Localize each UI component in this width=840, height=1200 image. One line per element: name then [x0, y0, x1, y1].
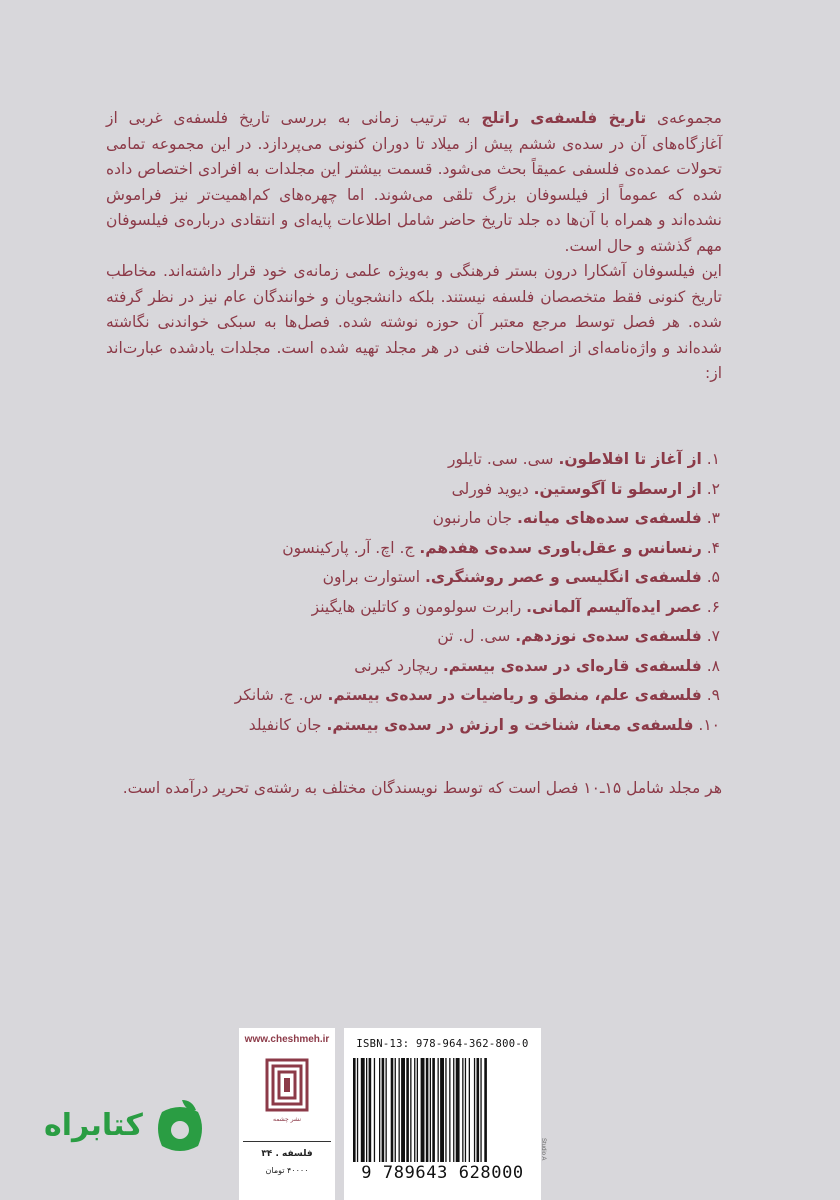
volume-author: سی. ل. تن	[437, 627, 516, 645]
volume-item	[106, 475, 720, 505]
volume-number: ۳.	[701, 509, 720, 527]
divider	[243, 1141, 331, 1142]
intro-paragraph-1: مجموعه‌ی تاریخ فلسفه‌ی راتلج به ترتیب زمانی به بررسی تاریخ فلسفه‌ی غربی از آغازگاه‌های آن در سده‌ی ششم پیش از میلاد تا دوران کنونی می‌پردازد. در این مجموعه تمامی تحولات عمده‌ی فلسفی عمیقاً بحث می‌شود. قسمت بیشتر این مجلدات به افرادی اختصاص داده شده که عموماً از فیلسوفان بزرگ تلقی می‌شوند. اما چهره‌های کم‌اهمیت‌تر نیز فراموش نشده‌اند و همراه با آن‌ها ده جلد تاریخ حاضر شامل اطلاعات پایه‌ای و انتقادی درباره‌ی فیلسوفان مهم گذشته و حال است.	[106, 109, 722, 255]
volume-item	[106, 563, 720, 593]
series-number: فلسفه . ۳۴	[261, 1149, 313, 1159]
volume-author: س. ج. شانکر	[234, 686, 328, 704]
publisher-logo-icon	[263, 1056, 311, 1114]
volume-item	[106, 445, 720, 475]
volume-title: فلسفه‌ی سده‌ی نوزدهم.	[515, 627, 702, 645]
volume-number: ۲.	[701, 479, 720, 498]
volume-number: ۱.	[701, 450, 720, 468]
publisher-box	[239, 1028, 335, 1200]
volume-item	[106, 593, 720, 623]
volume-item	[106, 681, 720, 711]
volume-author: ج. اچ. آر. پارکینسون	[282, 538, 420, 557]
volume-number: ۸.	[701, 656, 720, 675]
brand-logo-icon	[152, 1098, 208, 1158]
isbn-label: ISBN-13: 978-964-362-800-0	[356, 1038, 529, 1050]
series-title: تاریخ فلسفه‌ی راتلج	[481, 109, 647, 127]
isbn-digits: 9 789643 628000	[361, 1163, 524, 1183]
volume-item	[106, 622, 720, 652]
intro-text	[106, 106, 722, 387]
volume-author: جان مارنبون	[432, 509, 518, 527]
volume-author: رابرت سولومون و کاتلین هایگینز	[311, 597, 527, 616]
barcode-icon	[353, 1058, 532, 1162]
publisher-url: www.cheshmeh.ir	[244, 1034, 330, 1045]
publisher-logo-text: نشر چشمه	[273, 1116, 301, 1123]
volume-item	[106, 711, 720, 741]
price: ۴۰۰۰۰ تومان	[265, 1166, 309, 1175]
volume-title: فلسفه‌ی علم، منطق و ریاضیات در سده‌ی بیستم.	[327, 686, 702, 704]
volume-title: فلسفه‌ی سده‌های میانه.	[517, 509, 702, 527]
volume-item	[106, 534, 720, 564]
volume-number: ۵.	[701, 568, 720, 586]
outro-text: هر مجلد شامل ۱۵ـ۱۰ فصل است که توسط نویسندگان مختلف به رشته‌ی تحریر درآمده است.	[122, 779, 722, 797]
volume-title: فلسفه‌ی معنا، شناخت و ارزش در سده‌ی بیستم.	[326, 715, 694, 734]
volume-author: استوارت براون	[322, 568, 425, 586]
volume-item	[106, 504, 720, 534]
volume-title: رنسانس و عقل‌باوری سده‌ی هفدهم.	[419, 538, 702, 557]
volume-author: جان کانفیلد	[248, 715, 327, 734]
volume-list	[106, 445, 720, 740]
isbn-box	[344, 1028, 541, 1200]
volume-item	[106, 652, 720, 682]
volume-author: دیوید فورلی	[451, 479, 534, 498]
volume-number: ۱۰.	[693, 715, 720, 734]
volume-title: فلسفه‌ی انگلیسی و عصر روشنگری.	[424, 568, 702, 586]
volume-title: عصر ایده‌آلیسم آلمانی.	[526, 597, 702, 616]
volume-author: سی. سی. تایلور	[448, 450, 559, 468]
volume-title: از ارسطو تا آگوستین.	[533, 479, 702, 498]
volume-number: ۴.	[701, 538, 720, 557]
volume-number: ۹.	[701, 686, 720, 704]
studio-mark: Studio A	[540, 1138, 546, 1161]
volume-title: فلسفه‌ی قاره‌ای در سده‌ی بیستم.	[442, 656, 702, 675]
volume-number: ۶.	[701, 597, 720, 616]
brand-name: کتابراه	[44, 1108, 143, 1143]
volume-title: از آغاز تا افلاطون.	[558, 450, 702, 468]
volume-author: ریچارد کیرنی	[354, 656, 443, 675]
volume-number: ۷.	[701, 627, 720, 645]
intro-paragraph-2: این فیلسوفان آشکارا درون بستر فرهنگی و به‌ویژه علمی زمانه‌ی خود قرار داشته‌اند. مخاطب تاریخ کنونی فقط متخصصان فلسفه نیستند. بلکه دانشجویان و خوانندگان عام نیز در نظر گرفته شده. هر فصل توسط مرجع معتبر آن حوزه نوشته شده. فصل‌ها به سبکی خواندنی نگاشته شده‌اند و واژه‌نامه‌ای از اصطلاحات فنی در هر مجلد تهیه شده است. مجلدات یادشده عبارت‌اند از:	[106, 262, 722, 382]
